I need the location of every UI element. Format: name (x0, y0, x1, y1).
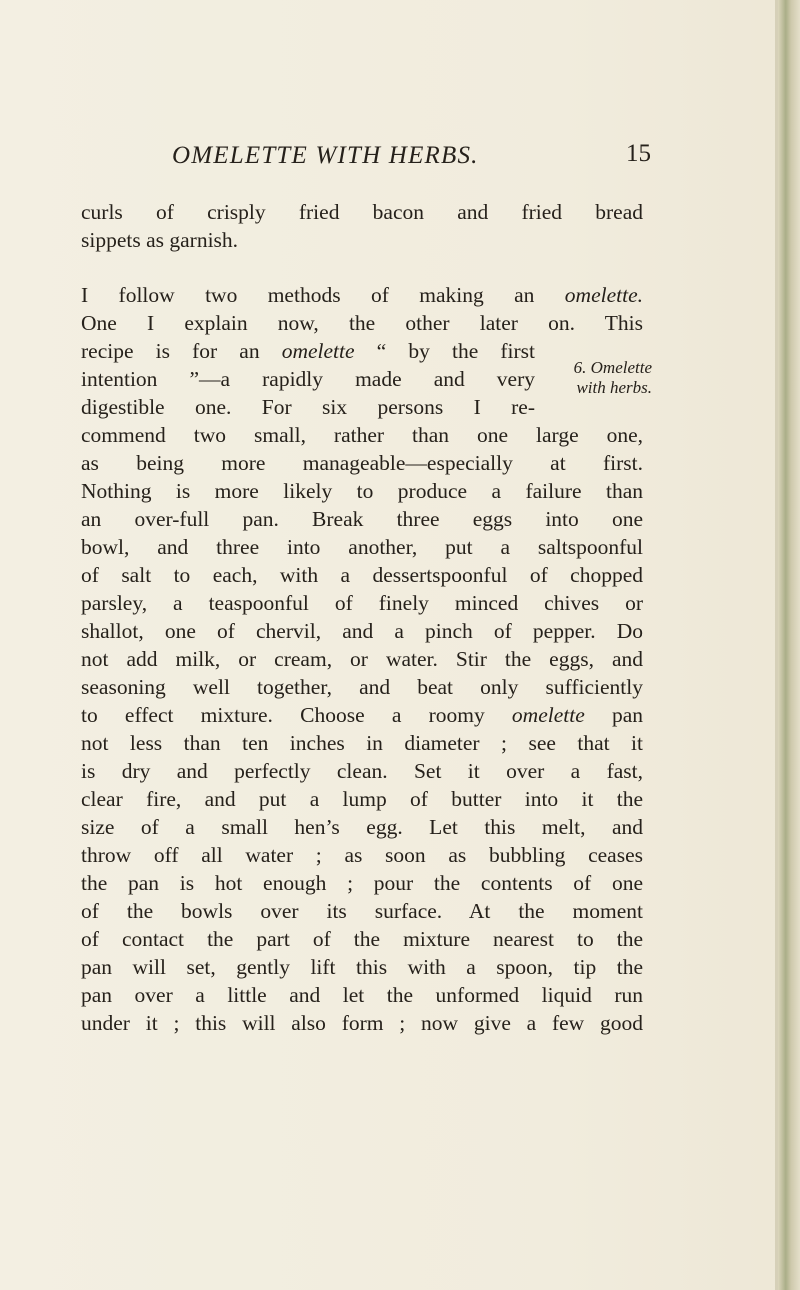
text-line: parsley, a teaspoonful of finely minced chives or (81, 591, 643, 615)
text-line: of the bowls over its surface. At the moment (81, 899, 643, 923)
text-line: an over-full pan. Break three eggs into one (81, 507, 643, 531)
text-line: to effect mixture. Choose a roomy omelette pan (81, 703, 643, 727)
text-line: pan over a little and let the unformed liquid run (81, 983, 643, 1007)
text-line: under it ; this will also form ; now give a few good (81, 1011, 643, 1035)
text-line: size of a small hen’s egg. Let this melt, and (81, 815, 643, 839)
text-line: curls of crisply fried bacon and fried bread (81, 200, 643, 224)
margin-note (542, 358, 652, 398)
text-line: sippets as garnish. (81, 228, 239, 252)
page-number: 15 (626, 140, 651, 167)
text-line: commend two small, rather than one large one, (81, 423, 643, 447)
body-text (81, 198, 643, 1037)
text-line: Nothing is more likely to produce a failure than (81, 479, 643, 503)
text-line: I follow two methods of making an omelette. (81, 283, 643, 307)
text-line: pan will set, gently lift this with a spoon, tip the (81, 955, 643, 979)
text-line: is dry and perfectly clean. Set it over a fast, (81, 759, 643, 783)
text-line: bowl, and three into another, put a saltspoonful (81, 535, 643, 559)
running-head: OMELETTE WITH HERBS. (172, 142, 479, 169)
text-line: as being more manageable—especially at first. (81, 451, 643, 475)
text-line: seasoning well together, and beat only sufficiently (81, 675, 643, 699)
page-binding-edge (778, 0, 800, 1290)
text-line: intention ”—a rapidly made and very (81, 367, 535, 391)
text-line: digestible one. For six persons I re- (81, 395, 535, 419)
margin-note-line: 6. Omelette (573, 358, 652, 377)
text-line: not add milk, or cream, or water. Stir the eggs, and (81, 647, 643, 671)
text-line: not less than ten inches in diameter ; see that it (81, 731, 643, 755)
paragraph-gap (81, 254, 643, 281)
margin-note-line: with herbs. (576, 378, 652, 397)
text-line: of contact the part of the mixture nearest to the (81, 927, 643, 951)
text-line: clear fire, and put a lump of butter into it the (81, 787, 643, 811)
text-line: One I explain now, the other later on. This (81, 311, 643, 335)
text-line: the pan is hot enough ; pour the contents of one (81, 871, 643, 895)
text-line: shallot, one of chervil, and a pinch of pepper. Do (81, 619, 643, 643)
text-line: throw off all water ; as soon as bubbling ceases (81, 843, 643, 867)
text-line: of salt to each, with a dessertspoonful of chopped (81, 563, 643, 587)
text-line: recipe is for an omelette “ by the first (81, 339, 535, 363)
